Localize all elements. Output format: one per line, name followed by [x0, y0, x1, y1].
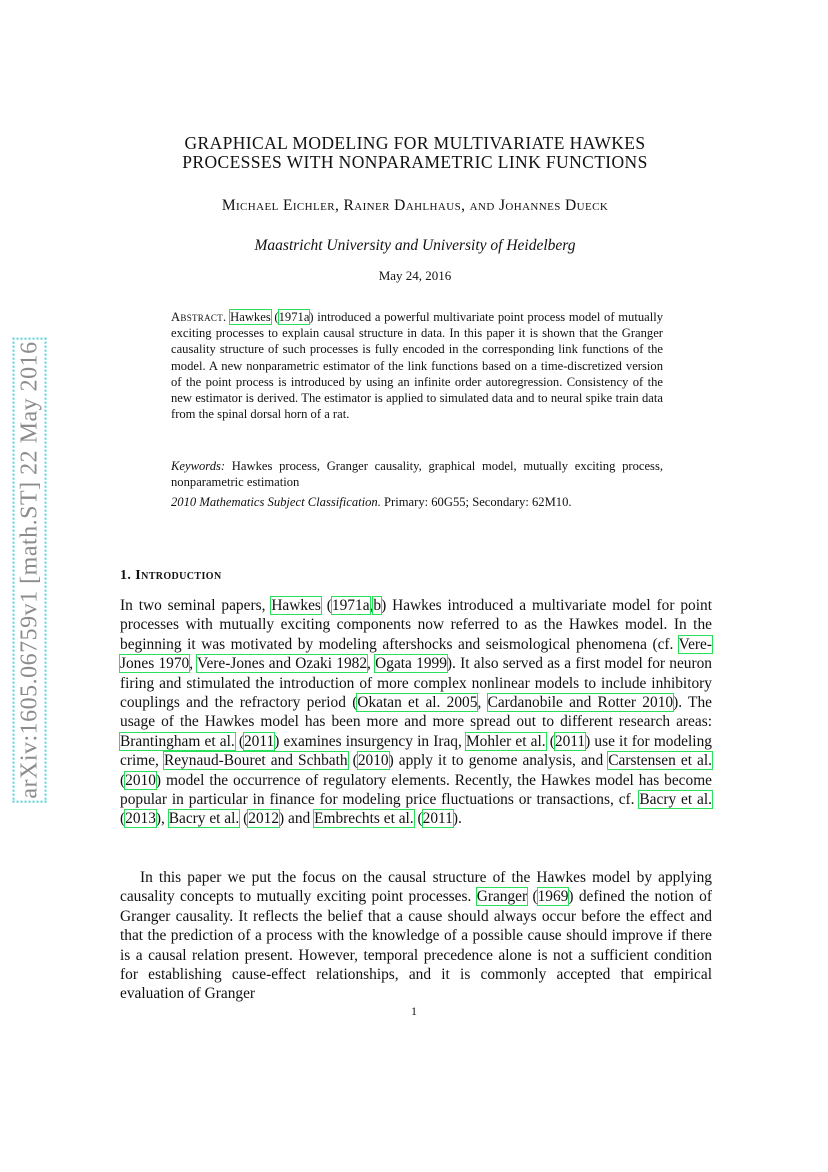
text: ). The usage of the Hawkes model has been more and more spread out to different research areas: — [120, 694, 712, 731]
citation-link[interactable]: 1969 — [537, 888, 569, 906]
msc-classification — [171, 494, 663, 510]
citation-link[interactable]: Embrechts et al. — [314, 810, 414, 828]
citation-link[interactable]: Brantingham et al. — [120, 732, 235, 750]
citation-link[interactable]: Carstensen et al. — [608, 752, 712, 770]
page-number: 1 — [411, 1004, 417, 1018]
keywords — [171, 458, 663, 490]
text: ) defined the notion of Granger causality. It reflects the belief that a cause should always occur before the effect and that the prediction of a process with the knowledge of a possible cause should improve if there is a causal relation present. However, temporal precedence alone is not a sufficient condition for establishing cause-effect relationships, and it is commonly accepted that empirical evaluation of Granger — [120, 888, 713, 1003]
abstract-label: Abstract. — [171, 310, 227, 324]
text: ) Hawkes introduced a multivariate model for point processes with mutually exciting components now referred to as the Hawkes model. In the beginning it was motivated by modeling aftershocks and seismological phenomena (cf. — [120, 597, 712, 653]
text: ( — [234, 732, 244, 750]
text: ( — [120, 771, 126, 789]
body-paragraph-2 — [120, 868, 712, 1004]
paper-title — [120, 134, 710, 172]
date: May 24, 2016 — [378, 268, 452, 283]
keywords-text: Hawkes process, Granger causality, graphical model, mutually exciting process, nonparametric estimation — [171, 459, 663, 490]
text: ( — [413, 810, 423, 828]
citation-link[interactable]: Bacry et al. — [168, 810, 240, 828]
text: ) and — [279, 810, 315, 828]
msc-label: 2010 Mathematics Subject Classification. — [171, 495, 381, 509]
text: , — [369, 597, 374, 614]
text: In two seminal papers, — [120, 597, 272, 614]
text: In this paper we put the focus on the causal structure of the Hawkes model by applying causality concepts to mutually exciting point processes. — [120, 869, 712, 906]
citation-link[interactable]: Vere-Jones and Ozaki 1982 — [197, 655, 368, 673]
authors: Michael Eichler, Rainer Dahlhaus, and Johannes Dueck — [221, 197, 609, 214]
msc-text: Primary: 60G55; Secondary: 62M10. — [380, 495, 572, 509]
text: ). — [452, 810, 462, 828]
text: ) apply it to genome analysis, and — [388, 752, 609, 770]
citation-link[interactable]: 2010 — [357, 752, 389, 770]
text: ( — [347, 752, 358, 770]
text: ), — [155, 810, 169, 828]
abstract-text-part: ( — [270, 310, 279, 324]
citation-link[interactable]: Ogata 1999 — [375, 655, 447, 673]
text: ( — [527, 888, 538, 906]
keywords-label: Keywords: — [171, 459, 226, 473]
citation-link[interactable]: Cardanobile and Rotter 2010 — [487, 694, 674, 712]
citation-link[interactable]: 2010 — [125, 771, 156, 789]
section-title: Introduction — [135, 568, 222, 583]
affiliation: Maastricht University and University of Heidelberg — [254, 237, 576, 254]
title-line-2: PROCESSES WITH NONPARAMETRIC LINK FUNCTIONS — [182, 152, 648, 172]
abstract — [171, 309, 663, 422]
text: , — [189, 655, 198, 673]
citation-link[interactable]: Granger — [476, 888, 528, 906]
citation-link[interactable]: 2012 — [248, 810, 280, 828]
citation-link[interactable]: Bacry et al. — [639, 791, 712, 809]
citation-link[interactable]: 1971a — [331, 597, 370, 614]
text: ) use it for modeling crime, — [120, 732, 712, 770]
citation-link[interactable]: Reynaud-Bouret and Schbath — [163, 752, 348, 770]
text: ( — [545, 732, 555, 750]
body-paragraph-1 — [120, 596, 712, 829]
citation-link[interactable]: b — [373, 597, 382, 614]
citation-link[interactable]: 1971a — [278, 310, 310, 324]
abstract-text: ) introduced a powerful multivariate point process model of mutually exciting processes to explain causal structure in data. In this paper it is shown that the Granger causality structure of such processes is fully encoded in the corresponding link functions of the model. A new nonparametric estimator of the link functions based on a time-discretized version of the point process is introduced by using an infinite order autoregression. Consistency of the new estimator is derived. The estimator is applied to simulated data and to neural spike train data from the spinal dorsal horn of a rat. — [171, 310, 663, 422]
citation-link[interactable]: Okatan et al. 2005 — [357, 694, 478, 712]
text: ( — [320, 597, 332, 614]
arxiv-stamp — [10, 310, 50, 830]
text: ( — [239, 810, 249, 828]
section-heading — [120, 568, 222, 584]
section-number: 1. — [120, 568, 132, 583]
citation-link[interactable]: Hawkes — [271, 597, 321, 614]
citation-link[interactable]: 2013 — [125, 810, 156, 828]
text: , — [477, 694, 488, 712]
text: , — [367, 655, 376, 673]
citation-link[interactable]: 2011 — [554, 732, 586, 750]
title-line-1: GRAPHICAL MODELING FOR MULTIVARIATE HAWKES — [184, 133, 646, 153]
citation-link[interactable]: Mohler et al. — [465, 732, 546, 750]
citation-link[interactable]: 2011 — [422, 810, 453, 828]
citation-link[interactable]: Hawkes — [230, 310, 271, 324]
citation-link[interactable]: Vere-Jones 1970 — [120, 635, 712, 673]
arxiv-identifier-link[interactable]: arXiv:1605.06759v1 [math.ST] 22 May 2016 — [16, 341, 43, 799]
text: ) model the occurrence of regulatory elements. Recently, the Hawkes model has become popular in particular in finance for modeling price fluctuations or transactions, cf. — [120, 771, 712, 809]
citation-link[interactable]: 2011 — [243, 732, 275, 750]
text: ). It also served as a first model for neuron firing and stimulated the introduction of more complex nonlinear models to include inhibitory couplings and the refractory period ( — [120, 655, 712, 712]
text: ) examines insurgency in Iraq, — [274, 732, 466, 750]
text: ( — [120, 810, 126, 828]
